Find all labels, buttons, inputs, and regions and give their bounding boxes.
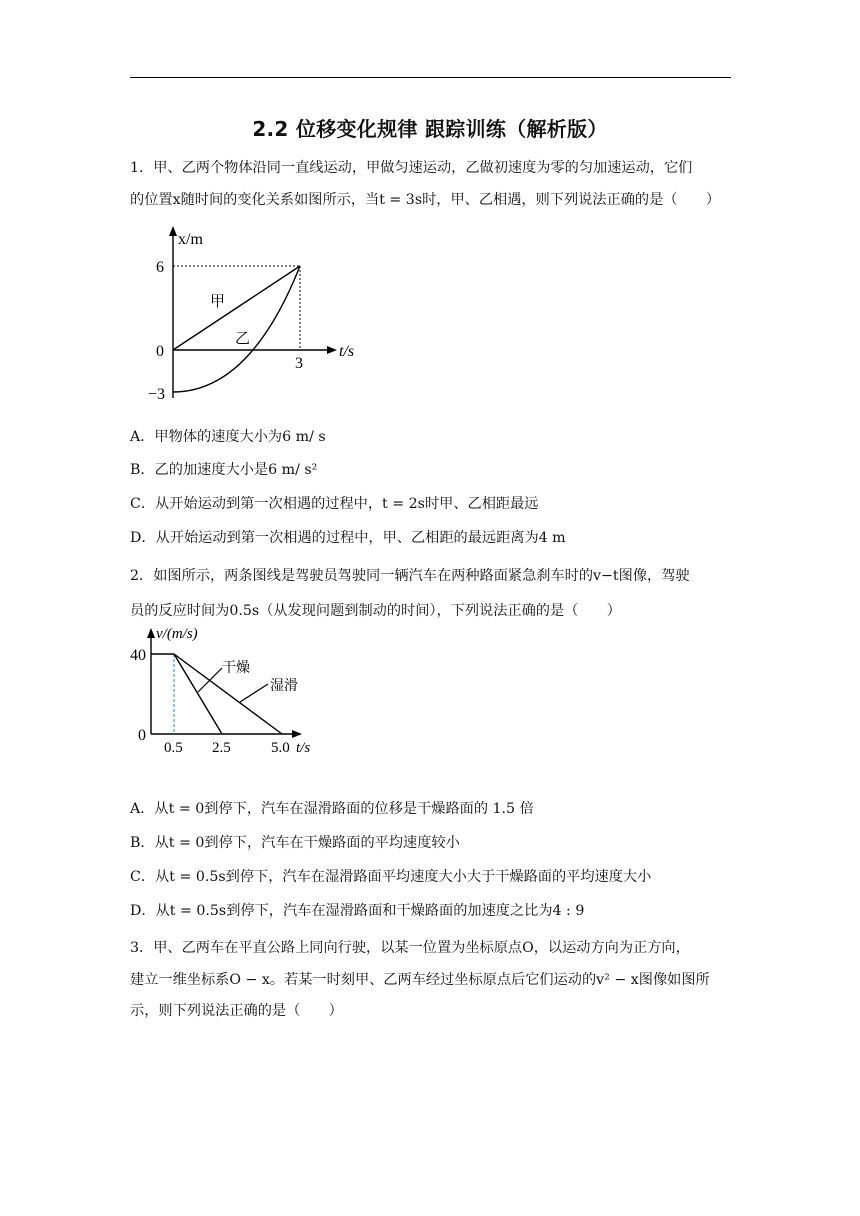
q1-stem-line1: 1．甲、乙两个物体沿同一直线运动，甲做匀速运动，乙做初速度为零的匀加速运动，它们	[130, 160, 693, 176]
q1-option-a: A．甲物体的速度大小为6 m/ s	[130, 429, 326, 445]
header-rule	[130, 77, 731, 78]
q2-option-b: B．从t = 0到停下，汽车在干燥路面的平均速度较小	[130, 835, 460, 851]
q1-stem-line2: 的位置x随时间的变化关系如图所示，当t = 3s时，甲、乙相遇，则下列说法正确的是（ ）	[130, 192, 721, 208]
q1-option-c: C．从开始运动到第一次相遇的过程中，t = 2s时甲、乙相距最远	[130, 496, 539, 512]
q2-option-a: A．从t = 0到停下，汽车在湿滑路面的位移是干燥路面的 1.5 倍	[130, 801, 534, 817]
tick-0: 0	[156, 343, 164, 360]
tick-40: 40	[130, 647, 146, 664]
x-axis-label: t/s	[339, 343, 355, 360]
label-jia: 甲	[210, 292, 226, 310]
q1-xt-graph	[140, 222, 380, 407]
x-axis-label: t/s	[296, 740, 311, 756]
q1-option-b: B．乙的加速度大小是6 m/ s²	[130, 462, 318, 478]
q3-stem-line2: 建立一维坐标系O − x。若某一时刻甲、乙两车经过坐标原点后它们运动的v² − x图像如图所	[130, 972, 710, 988]
q2-vt-graph	[130, 620, 330, 760]
page-title: 2.2 位移变化规律 跟踪训练（解析版）	[252, 117, 608, 141]
tick-2.5: 2.5	[212, 740, 231, 756]
q2-option-d: D．从t = 0.5s到停下，汽车在湿滑路面和干燥路面的加速度之比为4 : 9	[130, 903, 585, 919]
tick-0: 0	[138, 727, 146, 744]
tick-minus3: −3	[148, 386, 166, 403]
q2-option-c: C．从t = 0.5s到停下，汽车在湿滑路面平均速度大小大于干燥路面的平均速度大小	[130, 869, 652, 885]
q1-option-d: D．从开始运动到第一次相遇的过程中，甲、乙相距的最远距离为4 m	[130, 530, 566, 546]
tick-0.5: 0.5	[164, 740, 183, 756]
y-axis-label: v/(m/s)	[156, 626, 198, 642]
label-yi: 乙	[235, 329, 251, 347]
q3-stem-line1: 3．甲、乙两车在平直公路上同向行驶，以某一位置为坐标原点O，以运动方向为正方向，	[130, 940, 690, 956]
tick-6: 6	[156, 259, 164, 276]
y-axis-label: x/m	[178, 231, 203, 248]
tick-3: 3	[295, 355, 303, 372]
q2-stem-line1: 2．如图所示，两条图线是驾驶员驾驶同一辆汽车在两种路面紧急刹车时的v−t图像，驾驶	[130, 568, 690, 584]
dry-line	[174, 654, 222, 734]
label-wet: 湿滑	[270, 678, 298, 694]
q2-stem-line2: 员的反应时间为0.5s（从发现问题到制动的时间），下列说法正确的是（ ）	[130, 603, 621, 619]
label-dry: 干燥	[222, 660, 250, 676]
tick-5.0: 5.0	[271, 740, 290, 756]
q3-stem-line3: 示，则下列说法正确的是（ ）	[130, 1003, 343, 1019]
